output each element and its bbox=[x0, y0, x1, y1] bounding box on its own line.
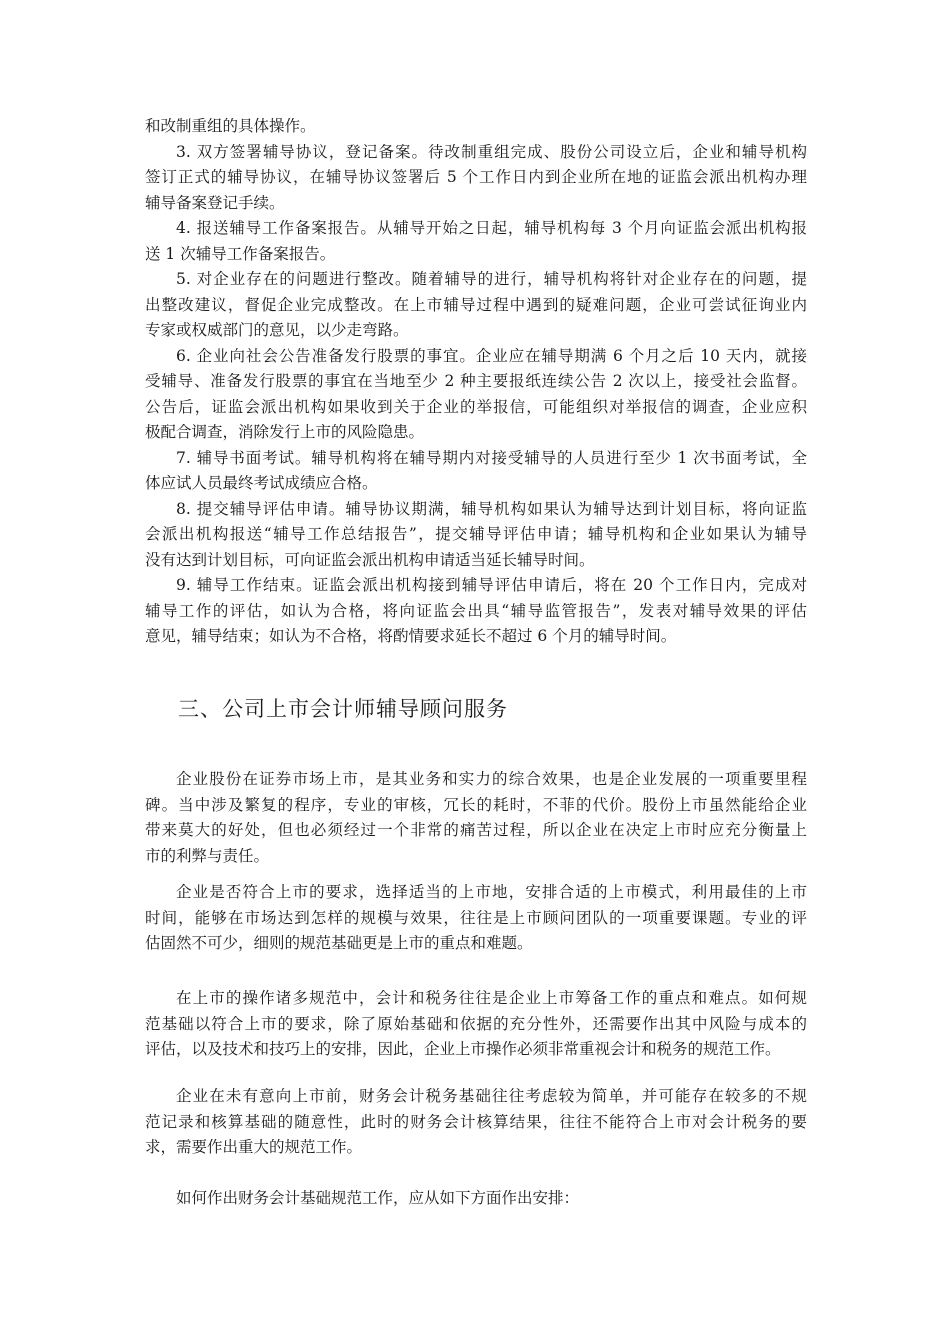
step-item-3 bbox=[145, 140, 807, 217]
step-continuation bbox=[145, 114, 807, 140]
text-line: 范基础以符合上市的要求，除了原始基础和依据的充分性外，还需要作出其中风险与成本的 bbox=[145, 1014, 807, 1033]
text-line: 碑。当中涉及繁复的程序，专业的审核，冗长的耗时，不菲的代价。股份上市虽然能给企业 bbox=[145, 795, 807, 814]
text-line: 市的利弊与责任。 bbox=[145, 846, 270, 865]
text-line: 评估，以及技术和技巧上的安排，因此，企业上市操作必须非常重视会计和税务的规范工作。 bbox=[145, 1040, 781, 1058]
text-line: 企业在未有意向上市前，财务会计税务基础往往考虑较为简单，并可能存在较多的不规 bbox=[176, 1087, 807, 1105]
text-line: 估固然不可少，细则的规范基础更是上市的重点和难题。 bbox=[145, 934, 533, 952]
text-line: 会派出机构报送“辅导工作总结报告”，提交辅导评估申请；辅导机构和企业如果认为辅导 bbox=[145, 525, 807, 543]
section-heading: 三、公司上市会计师辅导顾问服务 bbox=[178, 697, 508, 721]
step-item-9 bbox=[145, 573, 807, 650]
text-line: 和改制重组的具体操作。 bbox=[145, 117, 316, 135]
text-line: 签订正式的辅导协议，在辅导协议签署后 5 个工作日内到企业所在地的证监会派出机构办理 bbox=[145, 168, 807, 186]
step-item-4 bbox=[145, 216, 807, 267]
text-line: 时间，能够在市场达到怎样的规模与效果，往往是上市顾问团队的一项重要课题。专业的评 bbox=[145, 908, 807, 927]
text-line: 辅导备案登记手续。 bbox=[145, 193, 285, 212]
text-line: 求，需要作出重大的规范工作。 bbox=[145, 1138, 363, 1156]
paragraph-1 bbox=[145, 767, 807, 869]
steps-block bbox=[145, 114, 807, 650]
text-line: 范记录和核算基础的随意性，此时的财务会计核算结果，往往不能符合上市对会计税务的要 bbox=[145, 1112, 807, 1131]
paragraph-3 bbox=[145, 986, 807, 1063]
text-line: 企业股份在证券市场上市，是其业务和实力的综合效果，也是企业发展的一项重要里程 bbox=[176, 770, 807, 788]
step-item-7 bbox=[145, 446, 807, 497]
text-line: 送 1 次辅导工作备案报告。 bbox=[145, 244, 336, 263]
text-line: 体应试人员最终考试成绩应合格。 bbox=[145, 474, 378, 492]
step-item-5 bbox=[145, 267, 807, 344]
text-line: 专家或权威部门的意见，以少走弯路。 bbox=[145, 321, 409, 339]
text-line: 8. 提交辅导评估申请。辅导协议期满，辅导机构如果认为辅导达到计划目标，将向证监 bbox=[176, 499, 807, 518]
text-line: 没有达到计划目标，可向证监会派出机构申请适当延长辅导时间。 bbox=[145, 550, 595, 569]
text-line: 7. 辅导书面考试。辅导机构将在辅导期内对接受辅导的人员进行至少 1 次书面考试，全 bbox=[176, 448, 807, 467]
text-line: 受辅导、准备发行股票的事宜在当地至少 2 种主要报纸连续公告 2 次以上，接受社会监督。 bbox=[145, 372, 807, 390]
text-line: 极配合调查，消除发行上市的风险隐患。 bbox=[145, 423, 425, 441]
paragraph-4 bbox=[145, 1084, 807, 1161]
text-line: 在上市的操作诸多规范中，会计和税务往往是企业上市筹备工作的重点和难点。如何规 bbox=[176, 989, 807, 1007]
text-line: 6. 企业向社会公告准备发行股票的事宜。企业应在辅导期满 6 个月之后 10 天内，就接 bbox=[176, 346, 807, 365]
step-item-8 bbox=[145, 497, 807, 574]
paragraph-2 bbox=[145, 880, 807, 957]
text-line: 企业是否符合上市的要求，选择适当的上市地，安排合适的上市模式，利用最佳的上市 bbox=[176, 883, 807, 901]
text-line: 公告后，证监会派出机构如果收到关于企业的举报信，可能组织对举报信的调查，企业应积 bbox=[145, 397, 807, 416]
text-line: 如何作出财务会计基础规范工作，应从如下方面作出安排： bbox=[176, 1189, 580, 1207]
text-line: 5. 对企业存在的问题进行整改。随着辅导的进行，辅导机构将针对企业存在的问题，提 bbox=[176, 270, 807, 288]
text-line: 9. 辅导工作结束。证监会派出机构接到辅导评估申请后，将在 20 个工作日内，完成对 bbox=[176, 576, 807, 594]
paragraph-5 bbox=[145, 1186, 807, 1212]
text-line: 出整改建议，督促企业完成整改。在上市辅导过程中遇到的疑难问题，企业可尝试征询业内 bbox=[145, 295, 807, 314]
text-line: 意见，辅导结束；如认为不合格，将酌情要求延长不超过 6 个月的辅导时间。 bbox=[145, 627, 677, 645]
text-line: 3. 双方签署辅导协议，登记备案。待改制重组完成、股份公司设立后，企业和辅导机构 bbox=[176, 142, 807, 161]
text-line: 4. 报送辅导工作备案报告。从辅导开始之日起，辅导机构每 3 个月向证监会派出机构报 bbox=[176, 219, 807, 237]
step-item-6 bbox=[145, 344, 807, 446]
text-line: 带来莫大的好处，但也必须经过一个非常的痛苦过程，所以企业在决定上市时应充分衡量上 bbox=[145, 821, 807, 839]
text-line: 辅导工作的评估，如认为合格，将向证监会出具“辅导监管报告”，发表对辅导效果的评估 bbox=[145, 601, 807, 620]
